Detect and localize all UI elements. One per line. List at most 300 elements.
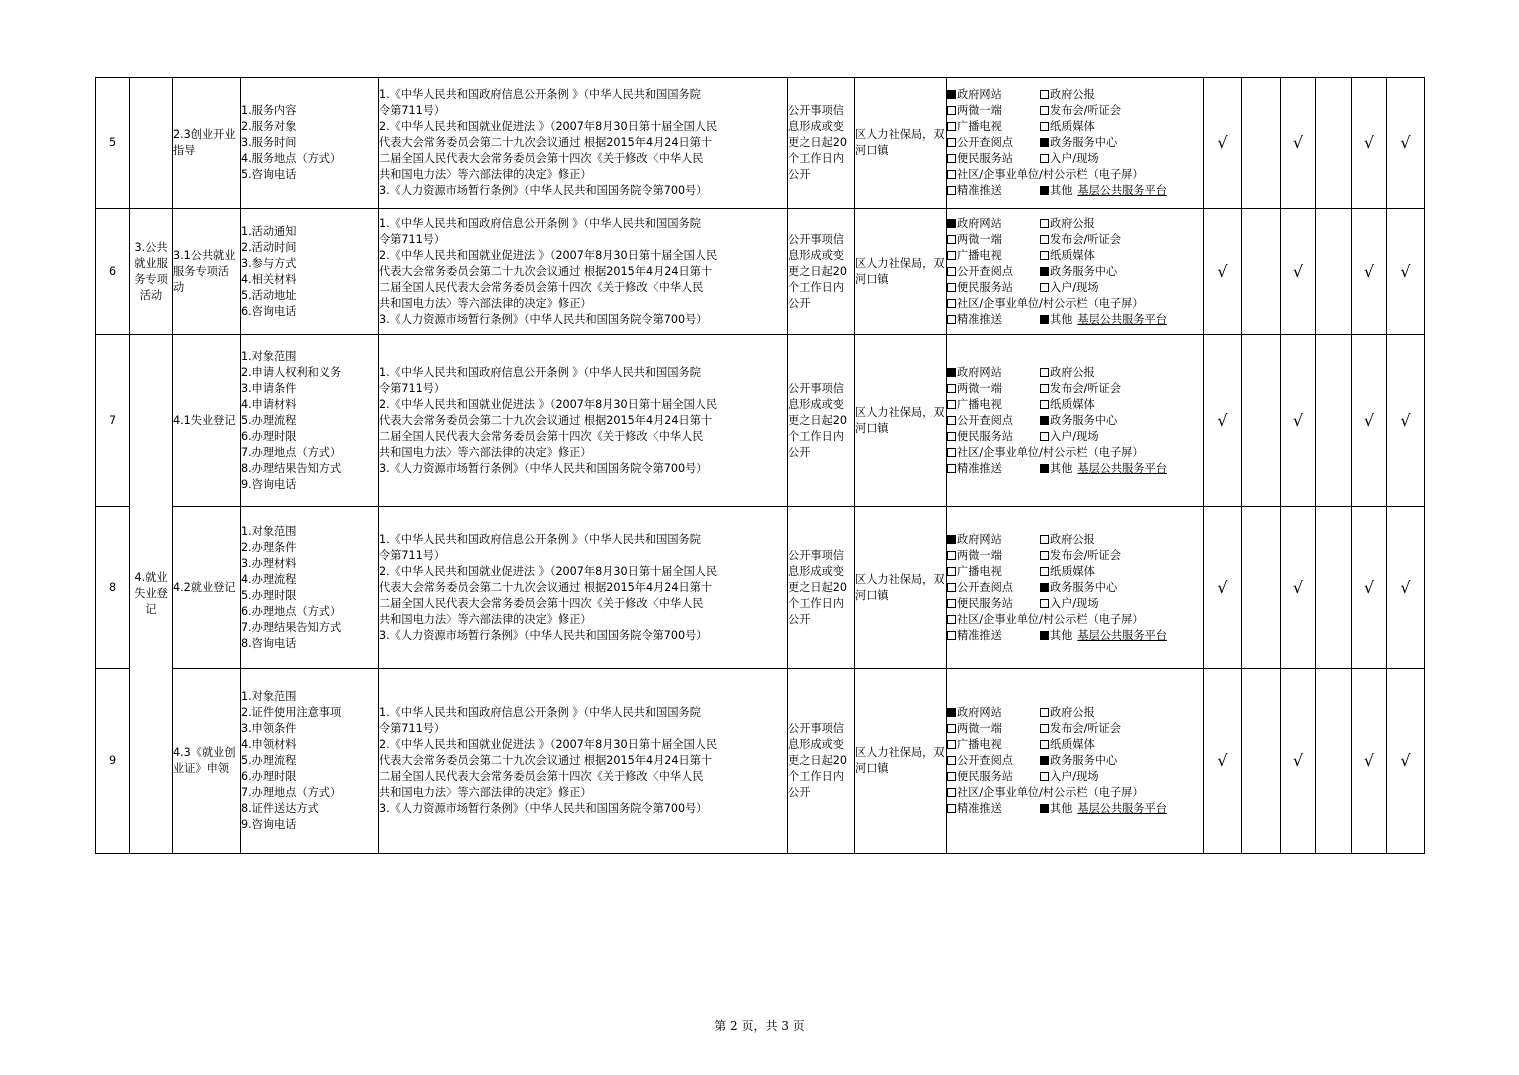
- content-item: 1.服务内容: [241, 104, 297, 117]
- channel-option: [947, 365, 1040, 381]
- checkbox-unchecked-icon: [1040, 251, 1049, 260]
- disclosure-channels: [947, 507, 1204, 669]
- content-item: 8.证件送达方式: [241, 802, 319, 815]
- checkbox-unchecked-icon: [1040, 400, 1049, 409]
- legal-basis-line: 令第711号）: [379, 232, 446, 246]
- channel-row: [947, 183, 1203, 199]
- category-cell-empty: [130, 78, 173, 209]
- channel-option: [947, 232, 1040, 248]
- check-mark: [1316, 78, 1352, 209]
- checkbox-unchecked-icon: [947, 432, 956, 441]
- channel-row: [947, 365, 1203, 381]
- check-mark: √: [1204, 335, 1242, 507]
- checkbox-unchecked-icon: [1040, 283, 1049, 292]
- channel-option: [1040, 381, 1121, 397]
- checkbox-unchecked-icon: [1040, 219, 1049, 228]
- legal-basis-line: 共和国电力法〉等六部法律的决定》修正）: [379, 612, 592, 626]
- channel-label: 入户/现场: [1050, 770, 1099, 783]
- page-footer: 第 2 页，共 3 页: [714, 1019, 805, 1033]
- checkbox-unchecked-icon: [947, 615, 956, 624]
- channel-label: 广播电视: [957, 397, 1002, 411]
- channel-row: [947, 381, 1203, 397]
- channel-option: [1040, 280, 1099, 296]
- checkbox-unchecked-icon: [947, 122, 956, 131]
- channel-label: 发布会/听证会: [1050, 381, 1121, 395]
- channel-option: [947, 801, 1040, 817]
- checkbox-unchecked-icon: [1040, 724, 1049, 733]
- channel-option: [1040, 801, 1167, 817]
- content-item: 3.申领条件: [241, 722, 297, 735]
- channel-option: [1040, 721, 1121, 737]
- channel-option: [1040, 87, 1095, 103]
- content-item: 1.对象范围: [241, 690, 297, 703]
- content-list: [241, 78, 379, 209]
- legal-basis: [379, 669, 788, 854]
- channel-row: [947, 721, 1203, 737]
- legal-basis-line: 代表大会常务委员会第二十九次会议通过 根据2015年4月24日第十: [379, 264, 713, 278]
- check-mark: √: [1281, 78, 1316, 209]
- channel-option: [947, 264, 1040, 280]
- checkbox-checked-icon: [1040, 583, 1049, 592]
- checkbox-unchecked-icon: [947, 186, 956, 195]
- channel-label: 便民服务站: [957, 280, 1013, 294]
- content-list: [241, 335, 379, 507]
- channel-label: 政府网站: [957, 88, 1002, 101]
- channel-label: 社区/企事业单位/村公示栏（电子屏）: [957, 612, 1144, 626]
- channel-option: [947, 548, 1040, 564]
- channel-label: 精准推送: [957, 312, 1002, 326]
- check-mark: [1242, 507, 1281, 669]
- channel-label: 政务服务中心: [1050, 136, 1118, 149]
- channel-option: [947, 87, 1040, 103]
- channel-option: [947, 769, 1040, 785]
- channel-row: [947, 785, 1203, 801]
- channel-row: [947, 232, 1203, 248]
- channel-label: 两微一端: [957, 232, 1002, 246]
- checkbox-unchecked-icon: [947, 106, 956, 115]
- checkbox-checked-icon: [1040, 138, 1049, 147]
- check-mark: [1242, 335, 1281, 507]
- channel-label: 纸质媒体: [1050, 397, 1095, 411]
- channel-label: 纸质媒体: [1050, 120, 1095, 133]
- check-mark: √: [1204, 78, 1242, 209]
- channel-label: 便民服务站: [957, 770, 1013, 783]
- check-mark: √: [1387, 669, 1425, 854]
- channel-option: [947, 429, 1040, 445]
- disclosure-channels: [947, 209, 1204, 335]
- item-name: 3.1公共就业服务专项活动: [173, 209, 241, 335]
- channel-label: 公开查阅点: [957, 754, 1013, 767]
- channel-option: [1040, 548, 1121, 564]
- channel-option: [947, 461, 1040, 477]
- channel-option: [1040, 596, 1099, 612]
- channel-option: [1040, 705, 1095, 721]
- channel-label: 便民服务站: [957, 152, 1013, 165]
- channel-label: 广播电视: [957, 120, 1002, 133]
- channel-option: [947, 753, 1040, 769]
- legal-basis-line: 令第711号）: [379, 104, 446, 117]
- table-row: [96, 78, 1425, 209]
- content-item: 1.活动通知: [241, 224, 297, 238]
- disclosure-channels: [947, 78, 1204, 209]
- checkbox-checked-icon: [1040, 267, 1049, 276]
- channel-option: [947, 216, 1040, 232]
- channel-label: 政务服务中心: [1050, 580, 1118, 594]
- channel-row: [947, 737, 1203, 753]
- legal-basis-line: 共和国电力法〉等六部法律的决定》修正）: [379, 168, 592, 181]
- check-mark: √: [1352, 209, 1387, 335]
- channel-row: [947, 801, 1203, 817]
- channel-label: 其他: [1050, 312, 1073, 326]
- legal-basis-line: 二届全国人民代表大会常务委员会第十四次《关于修改〈中华人民: [379, 596, 704, 610]
- table-row: [96, 335, 1425, 507]
- content-item: 7.办理地点（方式）: [241, 445, 342, 459]
- checkbox-unchecked-icon: [947, 315, 956, 324]
- legal-basis-line: 1.《中华人民共和国政府信息公开条例 》（中华人民共和国国务院: [379, 532, 701, 546]
- check-mark: √: [1281, 669, 1316, 854]
- channel-option: [947, 312, 1040, 328]
- disclosure-channels: [947, 335, 1204, 507]
- content-item: 2.活动时间: [241, 240, 297, 254]
- channel-label: 政务服务中心: [1050, 754, 1118, 767]
- checkbox-unchecked-icon: [947, 724, 956, 733]
- content-item: 4.服务地点（方式）: [241, 152, 342, 165]
- channel-label: 政府网站: [957, 216, 1002, 230]
- channel-row: [947, 628, 1203, 644]
- checkbox-unchecked-icon: [1040, 740, 1049, 749]
- channel-option: [1040, 264, 1117, 280]
- checkbox-checked-icon: [1040, 464, 1049, 473]
- check-mark: √: [1352, 669, 1387, 854]
- legal-basis-line: 共和国电力法〉等六部法律的决定》修正）: [379, 445, 592, 459]
- content-item: 5.活动地址: [241, 288, 297, 302]
- checkbox-unchecked-icon: [1040, 384, 1049, 393]
- channel-label: 便民服务站: [957, 429, 1013, 443]
- legal-basis-line: 3.《人力资源市场暂行条例》（中华人民共和国国务院令第700号）: [379, 312, 708, 326]
- content-item: 5.办理时限: [241, 588, 297, 602]
- content-item: 2.办理条件: [241, 540, 297, 554]
- channel-row: [947, 612, 1203, 628]
- disclosure-subject: 区人力社保局，双河口镇: [855, 507, 947, 669]
- check-mark: [1316, 209, 1352, 335]
- channel-option: [1040, 232, 1121, 248]
- channel-row: [947, 248, 1203, 264]
- content-item: 4.办理流程: [241, 572, 297, 586]
- channel-option: [1040, 564, 1095, 580]
- content-item: 8.咨询电话: [241, 636, 297, 650]
- content-item: 6.咨询电话: [241, 304, 297, 318]
- checkbox-unchecked-icon: [947, 551, 956, 560]
- channel-row: [947, 135, 1203, 151]
- check-mark: √: [1352, 78, 1387, 209]
- disclosure-subject: 区人力社保局，双河口镇: [855, 335, 947, 507]
- checkbox-unchecked-icon: [947, 599, 956, 608]
- content-item: 7.办理地点（方式）: [241, 786, 342, 799]
- legal-basis: [379, 78, 788, 209]
- channel-row: [947, 548, 1203, 564]
- checkbox-unchecked-icon: [947, 170, 956, 179]
- checkbox-unchecked-icon: [947, 631, 956, 640]
- channel-row: [947, 564, 1203, 580]
- legal-basis-line: 2.《中华人民共和国就业促进法 》（2007年8月30日第十届全国人民: [379, 120, 718, 133]
- checkbox-checked-icon: [1040, 631, 1049, 640]
- checkbox-checked-icon: [1040, 756, 1049, 765]
- disclosure-channels: [947, 669, 1204, 854]
- checkbox-checked-icon: [947, 535, 956, 544]
- checkbox-unchecked-icon: [947, 283, 956, 292]
- channel-option: [947, 248, 1040, 264]
- channel-label: 政府公报: [1050, 88, 1095, 101]
- channel-label: 两微一端: [957, 104, 1002, 117]
- channel-row: [947, 769, 1203, 785]
- channel-option: [1040, 628, 1167, 644]
- channel-row: [947, 167, 1203, 183]
- channel-label: 公开查阅点: [957, 413, 1013, 427]
- legal-basis-line: 1.《中华人民共和国政府信息公开条例 》（中华人民共和国国务院: [379, 365, 701, 379]
- check-mark: √: [1352, 507, 1387, 669]
- legal-basis-line: 1.《中华人民共和国政府信息公开条例 》（中华人民共和国国务院: [379, 216, 701, 230]
- channel-row: [947, 280, 1203, 296]
- checkbox-checked-icon: [1040, 315, 1049, 324]
- content-item: 5.办理流程: [241, 413, 297, 427]
- channel-option: [1040, 248, 1095, 264]
- checkbox-unchecked-icon: [1040, 154, 1049, 163]
- item-name: 4.1失业登记: [173, 335, 241, 507]
- content-item: 2.证件使用注意事项: [241, 706, 342, 719]
- legal-basis-line: 二届全国人民代表大会常务委员会第十四次《关于修改〈中华人民: [379, 280, 704, 294]
- check-mark: [1242, 669, 1281, 854]
- channel-option: [1040, 135, 1117, 151]
- content-item: 3.服务时间: [241, 136, 297, 149]
- channel-label: 精准推送: [957, 628, 1002, 642]
- disclosure-time: 公开事项信息形成或变更之日起20个工作日内公开: [788, 209, 855, 335]
- channel-label: 纸质媒体: [1050, 738, 1095, 751]
- content-item: 7.办理结果告知方式: [241, 620, 342, 634]
- channel-row: [947, 151, 1203, 167]
- checkbox-checked-icon: [947, 219, 956, 228]
- content-item: 4.相关材料: [241, 272, 297, 286]
- channel-option: [1040, 413, 1117, 429]
- channel-row: [947, 532, 1203, 548]
- channel-option: [947, 167, 1144, 183]
- content-item: 5.咨询电话: [241, 168, 297, 181]
- checkbox-unchecked-icon: [947, 251, 956, 260]
- channel-option: [947, 612, 1144, 628]
- channel-option: [1040, 580, 1117, 596]
- channel-label: 政府公报: [1050, 365, 1095, 379]
- row-index: 5: [96, 78, 130, 209]
- channel-option: [1040, 532, 1095, 548]
- channel-label: 其他: [1050, 461, 1073, 475]
- channel-row: [947, 580, 1203, 596]
- channel-option: [947, 280, 1040, 296]
- content-item: 2.申请人权利和义务: [241, 365, 342, 379]
- check-mark: √: [1281, 209, 1316, 335]
- content-item: 9.咨询电话: [241, 818, 297, 831]
- legal-basis: [379, 507, 788, 669]
- checkbox-checked-icon: [947, 368, 956, 377]
- disclosure-time: 公开事项信息形成或变更之日起20个工作日内公开: [788, 507, 855, 669]
- channel-option: [1040, 365, 1095, 381]
- channel-label: 精准推送: [957, 802, 1002, 815]
- channel-label: 政府公报: [1050, 532, 1095, 546]
- check-mark: √: [1204, 669, 1242, 854]
- content-list: [241, 669, 379, 854]
- channel-option: [947, 381, 1040, 397]
- row-index: 6: [96, 209, 130, 335]
- check-mark: √: [1387, 78, 1425, 209]
- channel-label: 广播电视: [957, 738, 1002, 751]
- legal-basis: [379, 335, 788, 507]
- category-registration: 4.就业失业登记: [130, 335, 173, 854]
- channel-label: 政务服务中心: [1050, 413, 1118, 427]
- channel-label: 发布会/听证会: [1050, 722, 1121, 735]
- channel-label: 公开查阅点: [957, 580, 1013, 594]
- channel-label: 纸质媒体: [1050, 564, 1095, 578]
- checkbox-unchecked-icon: [947, 756, 956, 765]
- check-mark: [1316, 335, 1352, 507]
- check-mark: √: [1387, 507, 1425, 669]
- channel-label: 政府公报: [1050, 216, 1095, 230]
- checkbox-unchecked-icon: [947, 267, 956, 276]
- channel-row: [947, 397, 1203, 413]
- channel-label: 两微一端: [957, 381, 1002, 395]
- item-name: 4.2就业登记: [173, 507, 241, 669]
- legal-basis-line: 2.《中华人民共和国就业促进法 》（2007年8月30日第十届全国人民: [379, 397, 718, 411]
- legal-basis-line: 3.《人力资源市场暂行条例》（中华人民共和国国务院令第700号）: [379, 628, 708, 642]
- channel-row: [947, 87, 1203, 103]
- channel-label: 政府网站: [957, 365, 1002, 379]
- disclosure-time: 公开事项信息形成或变更之日起20个工作日内公开: [788, 669, 855, 854]
- channel-label: 入户/现场: [1050, 596, 1099, 610]
- channel-label: 精准推送: [957, 184, 1002, 197]
- channel-option: [947, 413, 1040, 429]
- legal-basis: [379, 209, 788, 335]
- channel-row: [947, 264, 1203, 280]
- legal-basis-line: 令第711号）: [379, 548, 446, 562]
- channel-option: [947, 705, 1040, 721]
- channel-label: 两微一端: [957, 548, 1002, 562]
- legal-basis-line: 二届全国人民代表大会常务委员会第十四次《关于修改〈中华人民: [379, 152, 704, 165]
- channel-option: [1040, 753, 1117, 769]
- checkbox-checked-icon: [1040, 186, 1049, 195]
- legal-basis-line: 3.《人力资源市场暂行条例》（中华人民共和国国务院令第700号）: [379, 802, 708, 815]
- checkbox-checked-icon: [1040, 416, 1049, 425]
- content-item: 9.咨询电话: [241, 477, 297, 491]
- other-channel-value: 基层公共服务平台: [1077, 802, 1167, 815]
- channel-option: [1040, 312, 1167, 328]
- channel-label: 发布会/听证会: [1050, 104, 1121, 117]
- checkbox-unchecked-icon: [947, 464, 956, 473]
- content-item: 6.办理地点（方式）: [241, 604, 342, 618]
- checkbox-unchecked-icon: [947, 772, 956, 781]
- legal-basis-line: 二届全国人民代表大会常务委员会第十四次《关于修改〈中华人民: [379, 429, 704, 443]
- content-item: 4.申请材料: [241, 397, 297, 411]
- channel-label: 入户/现场: [1050, 152, 1099, 165]
- channel-label: 社区/企事业单位/村公示栏（电子屏）: [957, 786, 1144, 799]
- legal-basis-line: 2.《中华人民共和国就业促进法 》（2007年8月30日第十届全国人民: [379, 738, 718, 751]
- other-channel-value: 基层公共服务平台: [1077, 184, 1167, 197]
- channel-option: [1040, 151, 1099, 167]
- channel-option: [947, 151, 1040, 167]
- checkbox-unchecked-icon: [947, 740, 956, 749]
- channel-label: 政府公报: [1050, 706, 1095, 719]
- checkbox-unchecked-icon: [1040, 708, 1049, 717]
- channel-option: [947, 785, 1144, 801]
- checkbox-unchecked-icon: [947, 583, 956, 592]
- legal-basis-line: 代表大会常务委员会第二十九次会议通过 根据2015年4月24日第十: [379, 136, 713, 149]
- channel-row: [947, 705, 1203, 721]
- checkbox-unchecked-icon: [947, 788, 956, 797]
- channel-option: [947, 721, 1040, 737]
- content-item: 3.参与方式: [241, 256, 297, 270]
- channel-option: [947, 532, 1040, 548]
- channel-label: 社区/企事业单位/村公示栏（电子屏）: [957, 296, 1144, 310]
- checkbox-unchecked-icon: [947, 567, 956, 576]
- channel-option: [1040, 397, 1095, 413]
- content-item: 3.申请条件: [241, 381, 297, 395]
- channel-label: 广播电视: [957, 248, 1002, 262]
- content-item: 6.办理时限: [241, 429, 297, 443]
- legal-basis-line: 2.《中华人民共和国就业促进法 》（2007年8月30日第十届全国人民: [379, 564, 718, 578]
- item-name: 4.3《就业创业证》申领: [173, 669, 241, 854]
- channel-label: 发布会/听证会: [1050, 548, 1121, 562]
- channel-row: [947, 103, 1203, 119]
- check-mark: √: [1387, 335, 1425, 507]
- channel-row: [947, 216, 1203, 232]
- row-index: 9: [96, 669, 130, 854]
- check-mark: [1316, 669, 1352, 854]
- channel-label: 其他: [1050, 628, 1073, 642]
- checkbox-unchecked-icon: [1040, 235, 1049, 244]
- legal-basis-line: 共和国电力法〉等六部法律的决定》修正）: [379, 296, 592, 310]
- channel-row: [947, 753, 1203, 769]
- content-item: 8.办理结果告知方式: [241, 461, 342, 475]
- disclosure-time: 公开事项信息形成或变更之日起20个工作日内公开: [788, 335, 855, 507]
- channel-label: 公开查阅点: [957, 264, 1013, 278]
- content-item: 6.办理时限: [241, 770, 297, 783]
- checkbox-checked-icon: [947, 90, 956, 99]
- item-name: 2.3创业开业指导: [173, 78, 241, 209]
- disclosure-subject: 区人力社保局，双河口镇: [855, 209, 947, 335]
- checkbox-unchecked-icon: [1040, 551, 1049, 560]
- checkbox-unchecked-icon: [947, 384, 956, 393]
- checkbox-checked-icon: [1040, 804, 1049, 813]
- disclosure-table: [95, 77, 1425, 854]
- channel-row: [947, 445, 1203, 461]
- channel-option: [1040, 737, 1095, 753]
- channel-row: [947, 119, 1203, 135]
- checkbox-unchecked-icon: [1040, 90, 1049, 99]
- channel-row: [947, 596, 1203, 612]
- channel-row: [947, 429, 1203, 445]
- disclosure-time: 公开事项信息形成或变更之日起20个工作日内公开: [788, 78, 855, 209]
- content-list: [241, 507, 379, 669]
- legal-basis-line: 代表大会常务委员会第二十九次会议通过 根据2015年4月24日第十: [379, 580, 713, 594]
- checkbox-unchecked-icon: [1040, 106, 1049, 115]
- content-item: 1.对象范围: [241, 349, 297, 363]
- checkbox-unchecked-icon: [1040, 535, 1049, 544]
- channel-option: [947, 296, 1144, 312]
- content-item: 5.办理流程: [241, 754, 297, 767]
- channel-label: 便民服务站: [957, 596, 1013, 610]
- channel-option: [1040, 103, 1121, 119]
- checkbox-unchecked-icon: [1040, 122, 1049, 131]
- channel-option: [947, 580, 1040, 596]
- table-row: [96, 669, 1425, 854]
- row-index: 8: [96, 507, 130, 669]
- channel-label: 入户/现场: [1050, 280, 1099, 294]
